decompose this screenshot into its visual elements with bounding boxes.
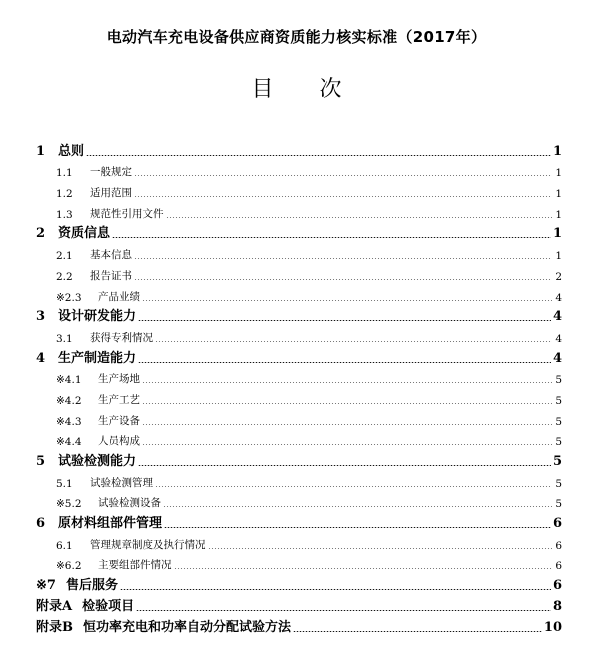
toc-dot-leader xyxy=(293,631,542,632)
toc-entry-label: 生产制造能力 xyxy=(58,350,137,366)
toc-entry-number: 3 xyxy=(36,309,46,325)
toc-entry-number: 2 xyxy=(36,226,46,242)
toc-dot-leader xyxy=(142,382,552,383)
toc-entry-page-number: 1 xyxy=(555,167,562,180)
toc-dot-leader xyxy=(134,258,552,259)
toc-entry-subsection[interactable] xyxy=(36,283,562,304)
toc-entry-number: 3.1 xyxy=(56,332,73,345)
toc-dot-leader xyxy=(142,444,552,445)
toc-entry-number: 1.2 xyxy=(56,188,73,201)
toc-dot-leader xyxy=(142,424,552,425)
toc-dot-leader xyxy=(134,279,552,280)
toc-entry-label: 总则 xyxy=(58,143,85,159)
toc-entry-number: ※6.2 xyxy=(56,560,82,573)
toc-entry-page-number: 8 xyxy=(552,598,562,614)
toc-entry-page-number: 5 xyxy=(555,374,562,387)
toc-entry-section[interactable] xyxy=(36,614,562,635)
toc-entry-page-number: 6 xyxy=(552,516,562,532)
toc-entry-page-number: 10 xyxy=(543,619,562,635)
toc-entry-page-number: 2 xyxy=(555,270,562,283)
toc-entry-subsection[interactable] xyxy=(36,241,562,262)
toc-entry-section[interactable] xyxy=(36,138,562,159)
toc-entry-section[interactable] xyxy=(36,593,562,614)
toc-entry-label: 报告证书 xyxy=(90,269,132,282)
toc-entry-page-number: 6 xyxy=(552,578,562,594)
toc-entry-page-number: 1 xyxy=(552,143,562,159)
toc-dot-leader xyxy=(142,403,552,404)
toc-dot-leader xyxy=(155,341,552,342)
toc-entry-subsection[interactable] xyxy=(36,531,562,552)
toc-entry-page-number: 6 xyxy=(555,539,562,552)
toc-entry-number: 1 xyxy=(36,143,46,159)
toc-entry-number: 附录A xyxy=(36,598,73,614)
toc-entry-label: 生产设备 xyxy=(98,414,140,427)
toc-entry-number: 5.1 xyxy=(56,477,73,490)
toc-dot-leader xyxy=(134,175,552,176)
toc-entry-number: ※4.3 xyxy=(56,415,82,428)
toc-entry-section[interactable] xyxy=(36,510,562,531)
toc-entry-number: 附录B xyxy=(36,619,73,635)
toc-dot-leader xyxy=(164,527,551,528)
toc-entry-number: ※4.1 xyxy=(56,374,82,387)
toc-dot-leader xyxy=(174,568,553,569)
toc-entry-page-number: 1 xyxy=(555,250,562,263)
toc-entry-label: 获得专利情况 xyxy=(90,331,153,344)
toc-entry-page-number: 1 xyxy=(555,208,562,221)
toc-entry-section[interactable] xyxy=(36,572,562,593)
toc-entry-page-number: 5 xyxy=(555,477,562,490)
toc-heading: 目次 xyxy=(251,77,388,102)
toc-entry-page-number: 5 xyxy=(555,415,562,428)
toc-entry-subsection[interactable] xyxy=(36,262,562,283)
toc-entry-label: 一般规定 xyxy=(90,166,132,179)
toc-entry-number: 1.3 xyxy=(56,208,73,221)
toc-dot-leader xyxy=(155,486,552,487)
toc-dot-leader xyxy=(138,362,551,363)
toc-entry-label: 产品业绩 xyxy=(98,290,140,303)
toc-entry-subsection[interactable] xyxy=(36,552,562,573)
toc-entry-subsection[interactable] xyxy=(36,366,562,387)
toc-entry-number: 1.1 xyxy=(56,167,73,180)
toc-dot-leader xyxy=(142,300,552,301)
toc-entry-subsection[interactable] xyxy=(36,490,562,511)
toc-entry-page-number: 5 xyxy=(555,436,562,449)
toc-entry-subsection[interactable] xyxy=(36,428,562,449)
toc-dot-leader xyxy=(163,506,552,507)
toc-entry-label: 规范性引用文件 xyxy=(90,207,164,220)
toc-dot-leader xyxy=(166,217,553,218)
toc-entry-number: 5 xyxy=(36,454,46,469)
toc-entry-label: 设计研发能力 xyxy=(58,309,137,325)
toc-entry-subsection[interactable] xyxy=(36,179,562,200)
toc-entry-number: ※5.2 xyxy=(56,498,82,511)
toc-entry-number: ※2.3 xyxy=(56,291,82,304)
toc-entry-section[interactable] xyxy=(36,221,562,242)
toc-entry-number: 6.1 xyxy=(56,539,73,552)
toc-entry-label: 生产场地 xyxy=(98,373,140,386)
toc-entry-label: 主要组部件情况 xyxy=(98,559,172,572)
toc-entry-number: 2.1 xyxy=(56,250,73,263)
toc-entry-page-number: 5 xyxy=(555,394,562,407)
toc-dot-leader xyxy=(86,155,551,156)
toc-entry-label: 试验检测管理 xyxy=(90,476,153,489)
toc-entry-page-number: 1 xyxy=(555,188,562,201)
toc-entry-section[interactable] xyxy=(36,304,562,325)
toc-entry-label: 试验检测设备 xyxy=(98,497,161,510)
toc-dot-leader xyxy=(120,589,551,590)
toc-dot-leader xyxy=(138,465,551,466)
toc-entry-number: ※4.2 xyxy=(56,394,82,407)
toc-entry-label: 检验项目 xyxy=(82,598,135,614)
toc-entry-subsection[interactable] xyxy=(36,324,562,345)
toc-entry-label: 适用范围 xyxy=(90,187,132,200)
toc-entry-number: 6 xyxy=(36,516,46,532)
toc-entry-page-number: 5 xyxy=(555,498,562,511)
toc-entry-label: 管理规章制度及执行情况 xyxy=(90,538,206,551)
toc-entry-subsection[interactable] xyxy=(36,469,562,490)
toc-entry-subsection[interactable] xyxy=(36,407,562,428)
toc-entry-label: 人员构成 xyxy=(98,435,140,448)
document-title: 电动汽车充电设备供应商资质能力核实标准（2017年） xyxy=(106,28,487,46)
toc-entry-page-number: 1 xyxy=(552,226,562,242)
toc-entry-label: 原材料组部件管理 xyxy=(58,516,163,532)
toc-entry-number: ※4.4 xyxy=(56,436,82,449)
toc-dot-leader xyxy=(138,320,551,321)
toc-entry-subsection[interactable] xyxy=(36,159,562,180)
toc-entry-section[interactable] xyxy=(36,345,562,366)
toc-entry-page-number: 4 xyxy=(552,350,562,366)
toc-entry-page-number: 4 xyxy=(552,309,562,325)
toc-entry-section[interactable] xyxy=(36,448,562,469)
toc-entry-page-number: 5 xyxy=(552,454,562,469)
toc-entry-label: 基本信息 xyxy=(90,249,132,262)
toc-entry-page-number: 4 xyxy=(555,332,562,345)
toc-dot-leader xyxy=(134,196,552,197)
toc-entry-label: 资质信息 xyxy=(58,226,111,242)
toc-entry-label: 售后服务 xyxy=(66,578,119,594)
toc-entry-page-number: 4 xyxy=(555,291,562,304)
toc-entry-page-number: 6 xyxy=(555,560,562,573)
toc-entry-number: 2.2 xyxy=(56,270,73,283)
toc-dot-leader xyxy=(136,610,551,611)
toc-dot-leader xyxy=(112,237,551,238)
toc-entry-label: 生产工艺 xyxy=(98,393,140,406)
table-of-contents xyxy=(36,138,562,635)
toc-entry-number: 4 xyxy=(36,350,46,366)
toc-entry-subsection[interactable] xyxy=(36,200,562,221)
toc-entry-subsection[interactable] xyxy=(36,386,562,407)
toc-entry-number: ※7 xyxy=(36,578,56,594)
toc-entry-label: 恒功率充电和功率自动分配试验方法 xyxy=(83,619,292,635)
toc-dot-leader xyxy=(208,548,553,549)
toc-entry-label: 试验检测能力 xyxy=(58,454,137,469)
